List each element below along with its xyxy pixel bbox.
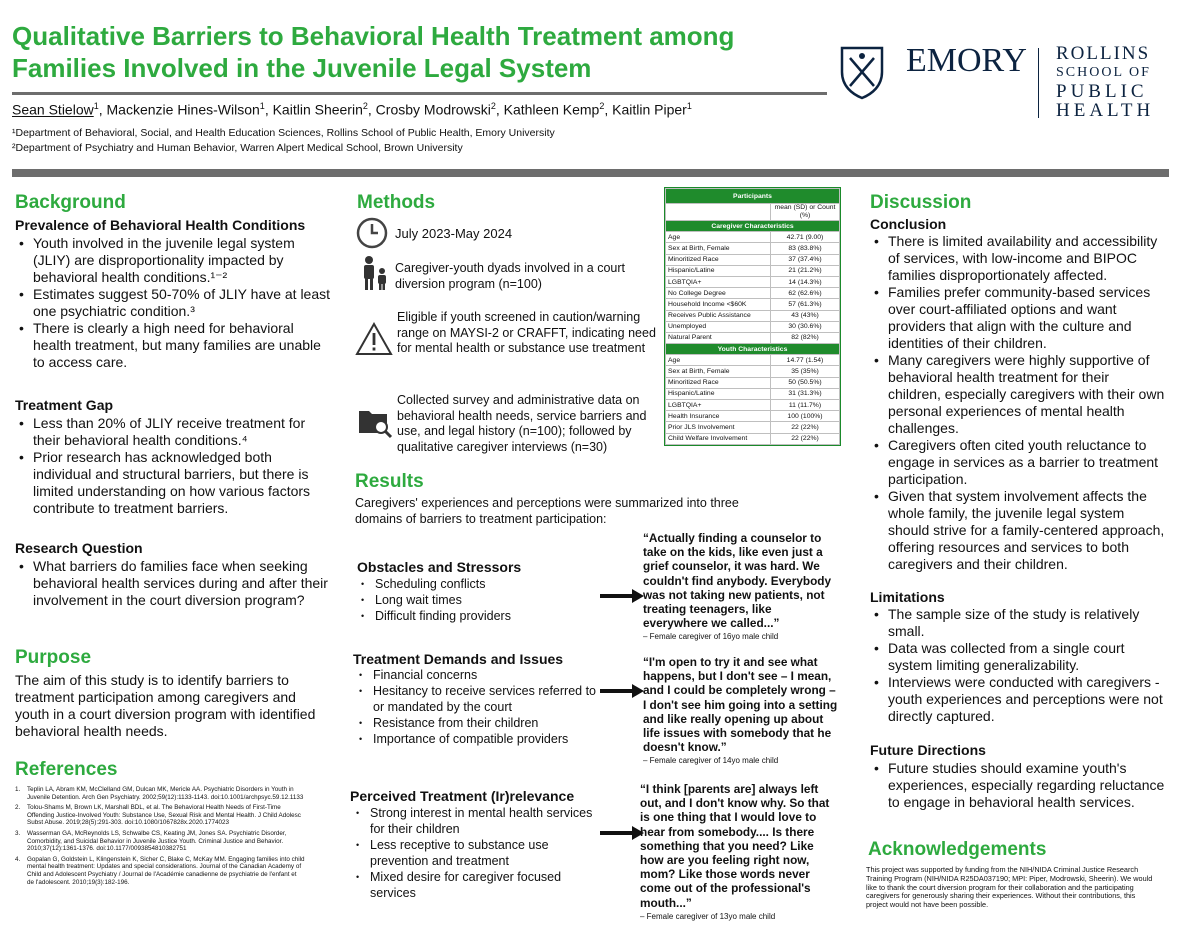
table-row: Age 14.77 (1.54) [666, 355, 840, 366]
list-item: • Less receptive to substance use prevention and treatment [352, 837, 602, 869]
quote-attribution: – Female caregiver of 16yo male child [643, 632, 779, 642]
list-item: • Interviews were conducted with caregivers - youth experiences and perceptions were not directly captured. [870, 674, 1165, 725]
list-item: • Families prefer community-based services over court-affiliated options and want providers that align with the culture and identities of their children. [870, 284, 1165, 352]
list-item: • Resistance from their children [355, 715, 605, 731]
table-row: Hispanic/Latine 21 (21.2%) [666, 265, 840, 276]
table-row: Hispanic/Latine 31 (31.3%) [666, 388, 840, 399]
title-line-2: Families Involved in the Juvenile Legal System [12, 53, 592, 83]
affiliation-2: ²Department of Psychiatry and Human Behavior, Warren Alpert Medical School, Brown University [12, 142, 463, 154]
irrelevance-subheading: Perceived Treatment (Ir)relevance [350, 788, 575, 804]
quote-irrelevance: “I think [parents are] always left out, and I don't know why. So that is one thing that I would love to hear from somebody.... Is there something that you need? Like how are you feeling right now, mom? Like those words never come out of the professional's mouth...” – Female caregiver of 13yo male child [640, 782, 840, 924]
participants-column-header: mean (SD) or Count (%) [771, 204, 840, 221]
quote-obstacles: “Actually finding a counselor to take on the kids, like even just a grief counselor, it was hard. We couldn't find anybody. Everybody was not taking new patients, not treating teenagers, like everywhere we called...” – Female caregiver of 16yo male child [643, 531, 838, 645]
list-item: • Mixed desire for caregiver focused services [352, 869, 602, 901]
results-heading: Results [355, 471, 424, 492]
list-item: • Estimates suggest 50-70% of JLIY have at least one psychiatric condition.³ [15, 286, 333, 320]
table-row: Child Welfare Involvement 22 (22%) [666, 433, 840, 444]
reference-item: 3. Wasserman GA, McReynolds LS, Schwalbe CS, Keating JM, Jones SA. Psychiatric Disorder, Comorbidity, and Suicidal Behavior in Juvenile Justice Youth. Criminal Justice and Behavior. 2010;37(12):1361-1376. doi:10.1177/0093854810382751 [15, 829, 287, 853]
methods-eligibility: Eligible if youth screened in caution/warning range on MAYSI-2 or CRAFFT, indicating need for mental health or substance use treatment [397, 310, 656, 355]
folder-search-icon [357, 405, 393, 439]
author-affiliation-mark: 1 [259, 101, 265, 111]
future-directions-list [870, 760, 1165, 811]
youth-characteristics-header: Youth Characteristics [666, 344, 840, 355]
background-heading: Background [15, 192, 126, 213]
irrelevance-list [352, 805, 602, 901]
arrow-right-icon [600, 826, 644, 840]
arrow-right-icon [600, 589, 644, 603]
warning-icon [355, 322, 393, 356]
list-item: • Importance of compatible providers [355, 731, 605, 747]
research-question-list [15, 558, 333, 609]
limitations-list [870, 606, 1165, 725]
header-band [12, 169, 1169, 177]
methods-data-collection: Collected survey and administrative data on behavioral health needs, service barriers and use, and legal history (n=100); followed by qualitative caregiver interviews (n=30) [397, 393, 647, 454]
family-icon [359, 255, 389, 291]
list-item: • Long wait times [357, 592, 607, 608]
author-list: Sean Stielow$^1$, Mackenzie Hines-Wilson$^1$, Kaitlin Sheerin$^2$, Crosby Modrowski$^2$, Kathleen Kemp$^2$, Kaitlin Piper$^1$ [12, 101, 692, 118]
prevalence-list [15, 235, 333, 371]
list-item: • Many caregivers were highly supportive of behavioral health treatment for their children, especially caregivers with their own personal experiences of mental health challenges. [870, 352, 1165, 437]
quote-attribution: – Female caregiver of 13yo male child [640, 911, 776, 921]
quote-attribution: – Female caregiver of 14yo male child [643, 756, 779, 766]
treatment-demands-list [355, 667, 605, 747]
table-row: Prior JLS Involvement 22 (22%) [666, 422, 840, 433]
treatment-demands-subheading: Treatment Demands and Issues [353, 651, 564, 667]
table-row: LGBTQIA+ 11 (11.7%) [666, 400, 840, 411]
table-row: Sex at Birth, Female 35 (35%) [666, 366, 840, 377]
author-affiliation-mark: 2 [599, 101, 605, 111]
methods-date: July 2023-May 2024 [395, 226, 513, 241]
rollins-wordmark: ROLLINS SCHOOL OF PUBLIC HEALTH [1056, 43, 1155, 121]
list-item: • The sample size of the study is relatively small. [870, 606, 1165, 640]
reference-item: 1. Teplin LA, Abram KM, McClelland GM, Dulcan MK, Mericle AA. Psychiatric Disorders in Youth in Juvenile Detention. Arch Gen Psychiatry. 2002;59(12):1133-1143. doi:10.1001/archpsyc.59.12.1133 [15, 786, 304, 801]
emory-shield-icon [838, 44, 886, 100]
author-affiliation-mark: 1 [93, 101, 99, 111]
list-item: • Caregivers often cited youth reluctance to engage in services as a barrier to treatment participation. [870, 437, 1165, 488]
participants-title: Participants [666, 189, 840, 204]
reference-item: 2. Tolou-Shams M, Brown LK, Marshall BDL, et al. The Behavioral Health Needs of First-Time Offending Justice-Involved Youth: Substance Use, Sexual Risk and Mental Health. J Child Adolesc Subst Abuse. 2019;28(5):291-303. doi:10.1080/1067828x.2020.1774023 [15, 804, 301, 827]
research-question-subheading: Research Question [15, 540, 143, 556]
author-affiliation-mark: 1 [686, 101, 692, 111]
future-directions-subheading: Future Directions [870, 742, 986, 758]
list-item: • Less than 20% of JLIY receive treatment for their behavioral health conditions.⁴ [15, 415, 333, 449]
caregiver-characteristics-header: Caregiver Characteristics [666, 221, 840, 232]
author-name: Mackenzie Hines-Wilson [106, 101, 260, 118]
obstacles-list [357, 576, 607, 624]
table-row: Minoritized Race 50 (50.5%) [666, 377, 840, 388]
logo-divider [1038, 48, 1039, 118]
list-item: • Youth involved in the juvenile legal system (JLIY) are disproportionality impacted by behavioral health conditions.¹⁻² [15, 235, 333, 286]
author-affiliation-mark: 2 [490, 101, 496, 111]
list-item: • Prior research has acknowledged both individual and structural barriers, but there is limited understanding on how various factors contribute to treatment barriers. [15, 449, 333, 517]
table-row: Age 42.71 (9.00) [666, 232, 840, 243]
affiliation-1: ¹Department of Behavioral, Social, and Health Education Sciences, Rollins School of Public Health, Emory University [12, 127, 555, 139]
list-item: • Given that system involvement affects the whole family, the juvenile legal system should strive for a family-centered approach, offering resources and services to both caregivers and their children. [870, 488, 1165, 573]
obstacles-subheading: Obstacles and Stressors [357, 559, 522, 575]
treatment-gap-list [15, 415, 333, 517]
author-name: Kaitlin Piper [612, 101, 687, 118]
author-name: Kaitlin Sheerin [272, 101, 363, 118]
acknowledgements-heading: Acknowledgements [868, 839, 1047, 860]
clock-icon [355, 216, 389, 250]
author-name: Sean Stielow [12, 101, 94, 118]
table-row: Minoritized Race 37 (37.4%) [666, 254, 840, 265]
list-item: • Difficult finding providers [357, 608, 607, 624]
conclusion-list [870, 233, 1165, 573]
list-item: • Scheduling conflicts [357, 576, 607, 592]
limitations-subheading: Limitations [870, 589, 945, 605]
title-divider [12, 92, 827, 95]
purpose-text: The aim of this study is to identify barriers to treatment participation among caregivers and youth in a court diversion program with identified behavioral health needs. [15, 672, 316, 739]
poster-title [12, 20, 812, 84]
title-line-1: Qualitative Barriers to Behavioral Health Treatment among [12, 21, 735, 51]
list-item: • Hesitancy to receive services referred to or mandated by the court [355, 683, 605, 715]
list-item: • What barriers do families face when seeking behavioral health services during and after their involvement in the court diversion program? [15, 558, 333, 609]
conclusion-subheading: Conclusion [870, 216, 947, 232]
reference-item: 4. Gopalan G, Goldstein L, Klingenstein K, Sicher C, Blake C, McKay MM. Engaging families into child mental health treatment: Updates and special considerations. Journal of the Canadian Academy of Child and Adolescent Psychiatry / Journal de l'Académie canadienne de psychiatrie de l'enfant et de l'adolescent. 2010;19(3):182-196. [15, 855, 305, 886]
author-name: Crosby Modrowski [375, 101, 491, 118]
arrow-right-icon [600, 684, 644, 698]
references-heading: References [15, 759, 118, 780]
methods-heading: Methods [357, 192, 436, 213]
results-intro: Caregivers' experiences and perceptions were summarized into three domains of barriers to treatment participation: [355, 496, 739, 526]
list-item: • Future studies should examine youth's experiences, especially regarding reluctance to engage in behavioral health services. [870, 760, 1165, 811]
table-row: No College Degree 62 (62.6%) [666, 288, 840, 299]
acknowledgements-text: This project was supported by funding from the NIH/NIDA Criminal Justice Research Training Program (NIH/NIDA R25DA037190; MPI: Piper, Modrowski, Sheerin). We would like to thank the court diversion program for their collaboration and the participating caregivers for generously sharing their experiences. Without their contributions, this project would not have been possible. [866, 865, 1153, 910]
table-row: LGBTQIA+ 14 (14.3%) [666, 276, 840, 287]
table-row: Receives Public Assistance 43 (43%) [666, 310, 840, 321]
treatment-gap-subheading: Treatment Gap [15, 397, 114, 413]
table-row: Sex at Birth, Female 83 (83.8%) [666, 243, 840, 254]
participants-table [664, 187, 841, 446]
discussion-heading: Discussion [870, 192, 972, 213]
table-row: Natural Parent 82 (82%) [666, 332, 840, 343]
list-item: • There is limited availability and accessibility of services, with low-income and BIPOC families disproportionately affected. [870, 233, 1165, 284]
list-item: • Strong interest in mental health services for their children [352, 805, 602, 837]
list-item: • There is clearly a high need for behavioral health treatment, but many families are unable to access care. [15, 320, 333, 371]
purpose-heading: Purpose [15, 647, 92, 668]
methods-sample: Caregiver-youth dyads involved in a court diversion program (n=100) [395, 261, 625, 291]
table-row: Unemployed 30 (30.6%) [666, 321, 840, 332]
table-row: Health Insurance 100 (100%) [666, 411, 840, 422]
prevalence-subheading: Prevalence of Behavioral Health Conditions [15, 217, 306, 233]
emory-wordmark: EMORY [906, 42, 1027, 79]
list-item: • Financial concerns [355, 667, 605, 683]
references-list [15, 786, 305, 889]
emory-rollins-logo [838, 42, 1178, 122]
quote-treatment-demands: “I'm open to try it and see what happens, but I don't see – I mean, and I could be completely wrong – I don't see him going into a setting and like really opening up about life issues with somebody that he doesn't know.” – Female caregiver of 14yo male child [643, 655, 838, 769]
author-name: Kathleen Kemp [503, 101, 600, 118]
table-row: Household Income <$60K 57 (61.3%) [666, 299, 840, 310]
author-affiliation-mark: 2 [362, 101, 368, 111]
list-item: • Data was collected from a single court system limiting generalizability. [870, 640, 1165, 674]
